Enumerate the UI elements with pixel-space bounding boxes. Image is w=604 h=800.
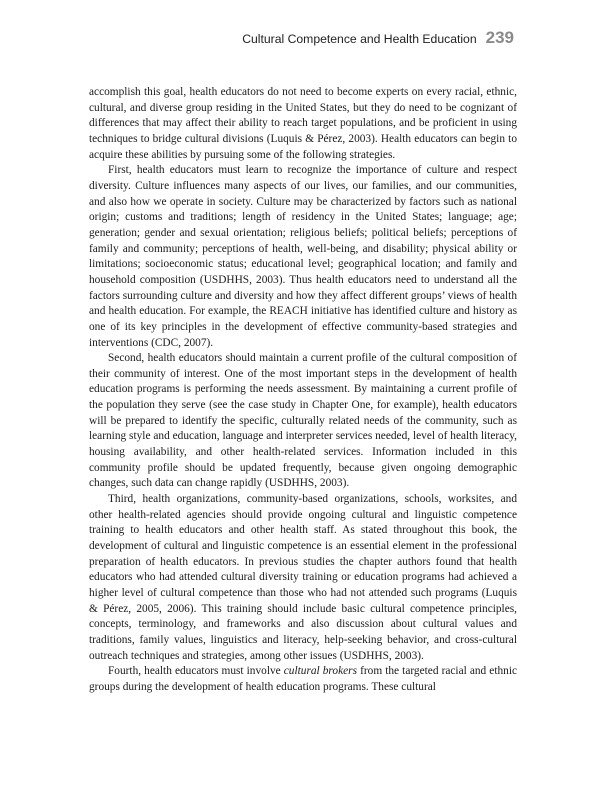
paragraph-first-strategy: First, health educators must learn to recognize the importance of culture and respect diversity. Culture influences many aspects of our lives, our families, and our communities, and also how we operate in society. Culture may be characterized by factors such as national origin; customs and traditions; length of residency in the United States; language; age; generation; gender and sexual orientation; religious beliefs; political beliefs; perceptions of family and community; perceptions of health, well-being, and disability; physical ability or limitations; socioeconomic status; educational level; geographical location; and family and household composition (USDHHS, 2003). Thus health educators need to understand all the factors surrounding culture and diversity and how they affect different groups’ views of health and health education. For example, the REACH initiative has identified culture and history as one of its key principles in the development of effective community-based strategies and interventions (CDC, 2007). — [89, 164, 517, 349]
fourth-strategy-lead: Fourth, health educators must involve — [108, 665, 284, 678]
body-text — [89, 85, 517, 696]
paragraph-third-strategy: Third, health organizations, community-based organizations, schools, worksites, and other health-related agencies should provide ongoing cultural and linguistic competence training to health educators and other health staff. As stated throughout this book, the development of cultural and linguistic competence is an essential element in the professional preparation of health educators. In previous studies the chapter authors found that health educators who had attended cultural diversity training or education programs had achieved a higher level of cultural competence than those who had not attended such programs (Luquis & Pérez, 2005, 2006). This training should include basic cultural competence principles, concepts, terminology, and frameworks and also discussion about cultural values and traditions, family values, linguistics and literacy, help-seeking behavior, and cross-cultural outreach techniques and strategies, among other issues (USDHHS, 2003). — [89, 493, 517, 662]
running-title: Cultural Competence and Health Education — [242, 32, 477, 46]
cultural-brokers-term: cultural brokers — [283, 665, 358, 678]
fourth-strategy-rest: from the targeted racial and ethnic groups during the development of health education programs. These cultural — [89, 665, 518, 693]
paragraph-continuation: accomplish this goal, health educators do not need to become experts on every racial, ethnic, cultural, and diverse group residing in the United States, but they do need to be cognizant of differences that may affect their ability to reach target populations, and be proficient in using techniques to bridge cultural divisions (Luquis & Pérez, 2003). Health educators can begin to acquire these abilities by pursuing some of the following strategies. — [89, 86, 517, 161]
paragraph-fourth-strategy — [89, 664, 517, 695]
page-number: 239 — [485, 28, 514, 47]
paragraph-second-strategy: Second, health educators should maintain a current profile of the cultural composition of their community of interest. One of the most important steps in the development of health education programs is performing the needs assessment. By maintaining a current profile of the population they serve (see the case study in Chapter One, for example), health educators will be prepared to identify the specific, culturally related needs of the community, such as learning style and education, language and interpreter services needed, level of health literacy, housing availability, and other health-related services. Information included in this community profile should be updated frequently, because given ongoing demographic changes, such data can change rapidly (USDHHS, 2003). — [89, 352, 517, 490]
running-head — [242, 28, 514, 54]
